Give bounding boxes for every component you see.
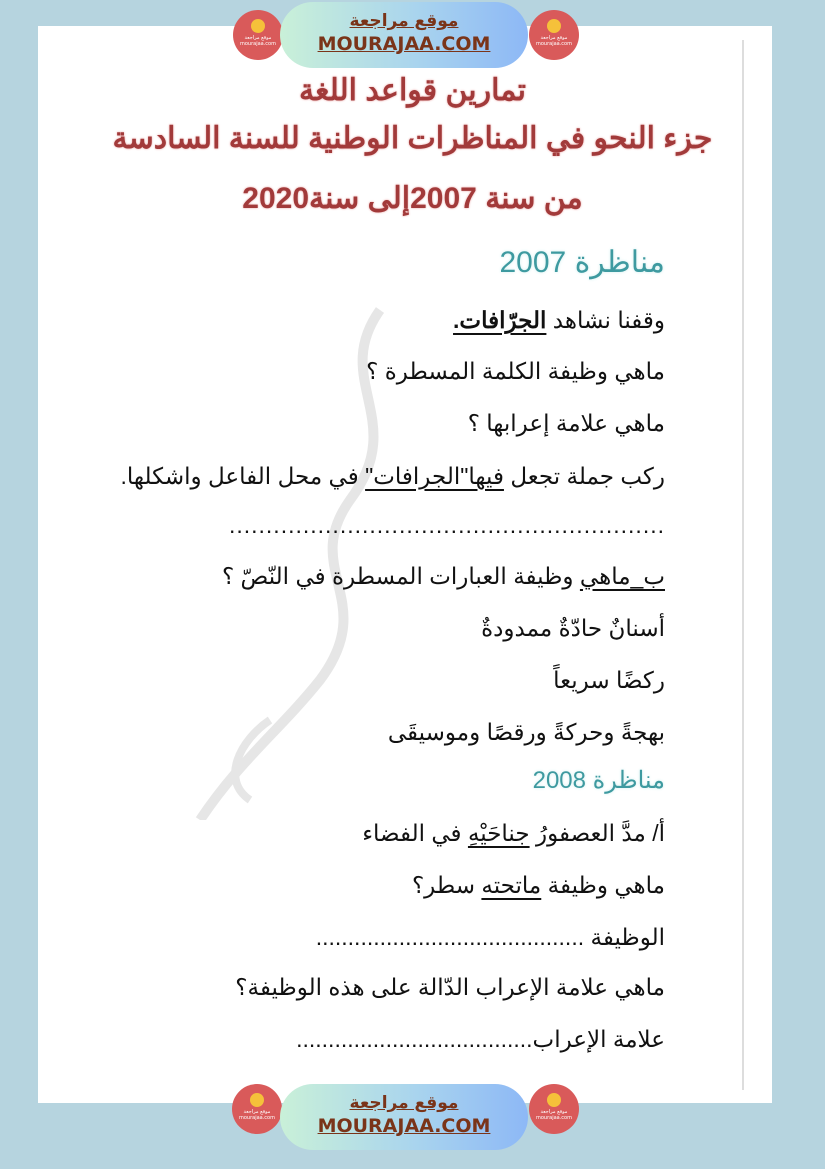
logo-icon	[547, 1093, 561, 1107]
heading-2007: مناظرة 2007	[499, 246, 665, 279]
phrase: بهجةً وحركةً ورقصًا وموسيقَى	[387, 719, 665, 745]
sentence	[362, 820, 665, 847]
logo-badge-left	[232, 1084, 282, 1134]
site-banner-top[interactable]	[280, 2, 528, 68]
site-banner-bottom[interactable]	[280, 1084, 528, 1150]
question	[222, 563, 665, 590]
text: في الفضاء	[362, 820, 468, 846]
banner-domain[interactable]: MOURAJAA.COM	[317, 1115, 491, 1137]
text: أ/ مدَّ العصفورُ	[529, 820, 665, 846]
banner-domain[interactable]: MOURAJAA.COM	[317, 33, 491, 55]
answer-dots: ...........................................................	[228, 512, 665, 538]
question: ماهي وظيفة الكلمة المسطرة ؟	[366, 358, 665, 384]
label: علامة الإعراب	[532, 1026, 665, 1052]
question	[121, 463, 665, 490]
heading-2008: مناظرة 2008	[532, 767, 665, 794]
text: ماهي وظيفة	[541, 872, 665, 898]
logo-icon	[250, 1093, 264, 1107]
logo-icon	[547, 19, 561, 33]
title-years: من سنة 2007إلى سنة2020	[242, 182, 583, 215]
question: ماهي علامة الإعراب الدّالة على هذه الوظيفة؟	[235, 974, 665, 1000]
logo-icon	[251, 19, 265, 33]
phrase: ركضًا سريعاً	[553, 667, 665, 693]
text: وقفنا نشاهد	[546, 307, 665, 333]
badge-text: موقع مراجعة mourajaa.com	[535, 35, 572, 47]
badge-text: موقع مراجعة mourajaa.com	[535, 1109, 572, 1121]
logo-badge-right	[529, 1084, 579, 1134]
text: ركب جملة تجعل	[503, 463, 665, 489]
badge-text: موقع مراجعة mourajaa.com	[238, 1109, 275, 1121]
answer-dots: .....................................	[296, 1026, 533, 1052]
title-grammar-part: جزء النحو في المناظرات الوطنية للسنة السادسة	[112, 122, 713, 155]
answer-line	[316, 924, 665, 951]
underlined-word: الجرّافات.	[453, 307, 547, 333]
answer-line	[296, 1026, 665, 1053]
question	[412, 872, 665, 899]
text: وظيفة العبارات المسطرة في النّصّ ؟	[221, 563, 580, 589]
text: سطر؟	[411, 872, 482, 898]
banner-arabic[interactable]: موقع مراجعة	[349, 11, 459, 31]
underlined-word: فيها"الجرافات"	[365, 463, 504, 489]
underlined-word: ب_ماهي	[579, 563, 665, 589]
logo-badge-left	[233, 10, 283, 60]
text: في محل الفاعل واشكلها.	[120, 463, 366, 489]
label: الوظيفة	[584, 924, 665, 950]
text-line	[453, 307, 665, 334]
phrase: أسنانٌ حادّةٌ ممدودةٌ	[481, 615, 665, 641]
badge-text: موقع مراجعة mourajaa.com	[239, 35, 276, 47]
title-exercises: تمارين قواعد اللغة	[299, 74, 526, 107]
underlined-word: ماتحته	[481, 872, 542, 898]
banner-arabic[interactable]: موقع مراجعة	[349, 1093, 459, 1113]
logo-badge-right	[529, 10, 579, 60]
question: ماهي علامة إعرابها ؟	[467, 410, 665, 436]
underlined-word: جناحَيْهِ	[467, 820, 530, 846]
answer-dots: ..........................................	[315, 924, 585, 950]
